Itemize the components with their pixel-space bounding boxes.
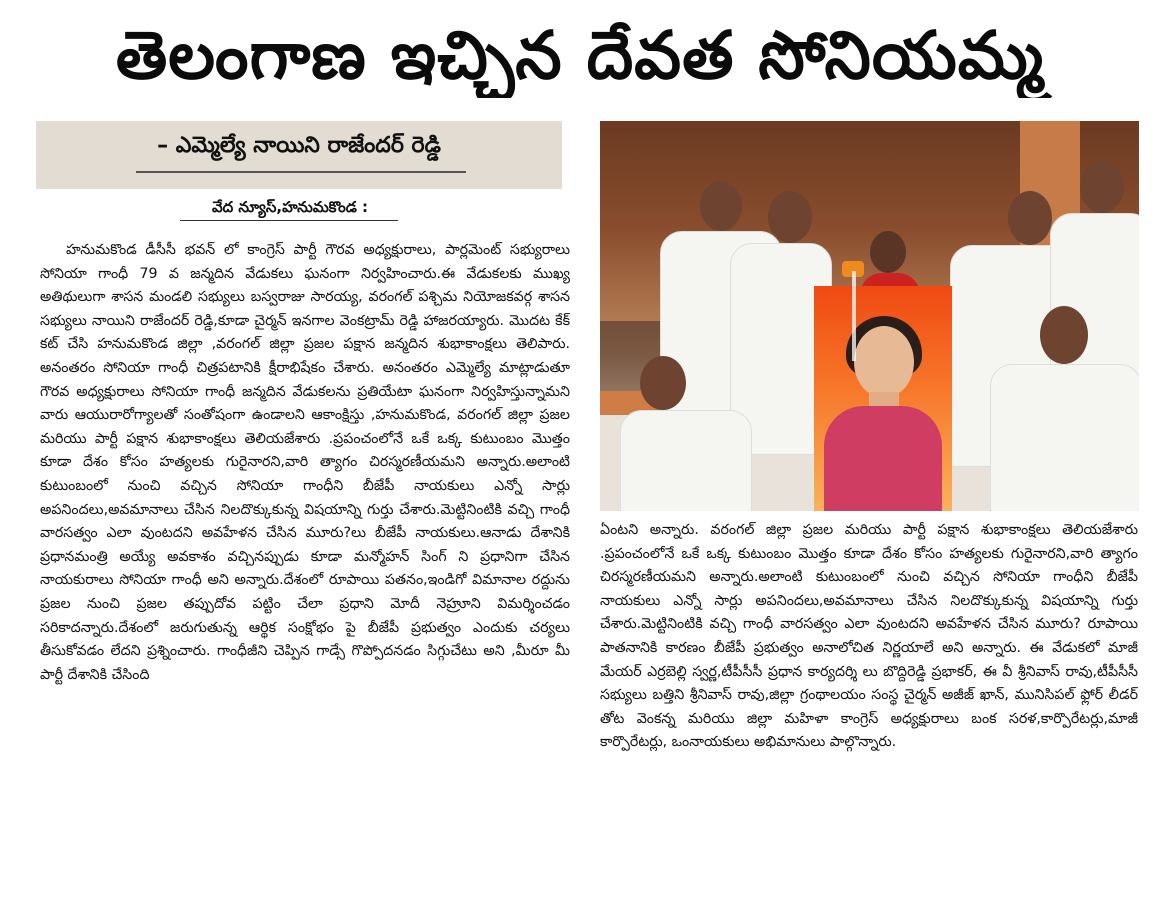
byline: – ఎమ్మెల్యే నాయిని రాజేందర్ రెడ్డి [157, 133, 441, 158]
sonia-gandhi-portrait [814, 286, 952, 511]
byline-underline [136, 171, 466, 173]
milk-stream [852, 271, 856, 361]
dateline-underline [180, 220, 398, 221]
dateline: వేద న్యూస్,హనుమకొండ : [211, 198, 369, 216]
article-left-column: హనుమకొండ డీసీసీ భవన్ లో కాంగ్రెస్ పార్టీ గౌరవ అధ్యక్షురాలు, పార్లమెంట్ సభ్యురాలు సోనియా గాంధీ 79 వ జన్మదిన వేడుకలు ఘనంగా నిర్వహించారు.ఈ వేడుకలకు ముఖ్య అతిథులుగా శాసన మండలి సభ్యులు బస్వరాజు సారయ్య, వరంగల్ పశ్చిమ నియోజకవర్గ శాసన సభ్యులు నాయిని రాజేందర్ రెడ్డి,కూడా చైర్మన్ ఇనగాల వెంకట్రామ్ రెడ్డి హాజరయ్యారు. మొదట కేక్ కట్ చేసి హనుమకొండ జిల్లా ,వరంగల్ జిల్లా ప్రజల పక్షాన జన్మదిన శుభాకాంక్షలు తెలిపారు. అనంతరం సోనియా గాంధీ చిత్రపటానికి క్షీరాభిషేకం చేశారు. అనంతరం ఎమ్మెల్యే మాట్లాడుతూ గౌరవ అధ్యక్షురాలు సోనియా గాంధీ జన్మదిన వేడుకలను ప్రతియేటా ఘనంగా నిర్వహిస్తున్నామని వారు ఆయురారోగ్యాలతో సంతోషంగా ఉండాలని ఆకాంక్షిస్తు ,హనుమకొండ, వరంగల్ జిల్లా ప్రజల మరియు పార్టీ పక్షాన శుభాకాంక్షలు తెలియజేశారు .ప్రపంచంలోనే ఒకే ఒక్క కుటుంబం మొత్తం కూడా దేశం కోసం హత్యలకు గురైనారని,వారి త్యాగం చిరస్మరణీయమని అన్నారు.అలాంటి కుటుంబంలో నుంచి వచ్చిన సోనియా గాంధీని బీజేపీ నాయకులు ఎన్నో సార్లు అపనిందలు,అవమానాలు చేసిన నిలదొక్కుకున్న విషయాన్ని గుర్తు చేశారు.మెట్టినింటికి వచ్చి గాంధీ వారసత్వం ఎలా వుంటదని అవహేళన చేసిన మూరు?లు బీజేపీ నాయకులు.ఆనాడు దేశానికి ప్రధానమంత్రి అయ్యే అవకాశం వచ్చినప్పుడు కూడా మన్మోహన్ సింగ్ ని ప్రధానిగా చేసిన నాయకురాలు సోనియా గాంధీ అని అన్నారు.దేశంలో రూపాయి పతనం,ఇండిగో విమానాల రద్దును ప్రజల నుంచి ప్రజల తప్పుదోవ పట్టిం చేలా ప్రధాని మోదీ నెహ్రూని విమర్శించడం సరికాదన్నారు.దేశంలో జరుగుతున్న ఆర్థిక సంక్షోభం పై బీజేపీ ప్రభుత్వం ఎందుకు చర్యలు తీసుకోవడం లేదని ప్రశ్నించారు. గాంధీజీని చెప్పిన గాడ్సే గొప్పోదనడం సిగ్గుచేటు అని ,మీరూ మీ పార్టీ దేశానికి చేసింది [40, 242, 570, 683]
byline-box [36, 121, 562, 189]
news-photo [600, 121, 1139, 511]
headline: తెలంగాణ ఇచ్చిన దేవత సోనియమ్మ [115, 17, 1045, 94]
article-right-column: ఏంటని అన్నారు. వరంగల్ జిల్లా ప్రజల మరియు పార్టీ పక్షాన శుభాకాంక్షలు తెలియజేశారు .ప్రపంచంలోనే ఒకే ఒక్క కుటుంబం మొత్తం కూడా దేశం కోసం హత్యలకు గురైనారని,వారి త్యాగం చిరస్మరణీయమని అన్నారు.అలాంటి కుటుంబంలో నుంచి వచ్చిన సోనియా గాంధీని బీజేపీ నాయకులు ఎన్నో సార్లు అపనిందలు,అవమానాలు చేసిన నిలదొక్కుకున్న విషయాన్ని గుర్తు చేశారు.మెట్టినింటికి వచ్చి గాంధీ వారసత్వం ఎలా వుంటదని అవహేళన చేసిన మూరు? రూపాయి పాతనానికి కారణం బీజేపీ ప్రభుత్వం అనాలోచిత నిర్ణయాలే అని అన్నారు. ఈ వేడుకలో మాజీ మేయర్ ఎర్రబెల్లి స్వర్ణ,టీపీసీసీ ప్రధాన కార్యదర్శి లు బొద్దిరెడ్డి ప్రభాకర్, ఈ వీ శ్రీనివాస్ రావు,టీపీసీసీ సభ్యులు బత్తిని శ్రీనివాస్ రావు,జిల్లా గ్రంథాలయం సంస్థ చైర్మన్ అజీజ్ ఖాన్, మునిసిపల్ ఫ్లోర్ లీడర్ తోట వెంకన్న మరియు జిల్లా మహిళా కాంగ్రెస్ అధ్యక్షురాలు బంక సరళ,కార్పొరేటర్లు,మాజీ కార్పొరేటర్లు, ఒంనాయకులు అభిమానులు పాల్గొన్నారు. [600, 522, 1138, 751]
